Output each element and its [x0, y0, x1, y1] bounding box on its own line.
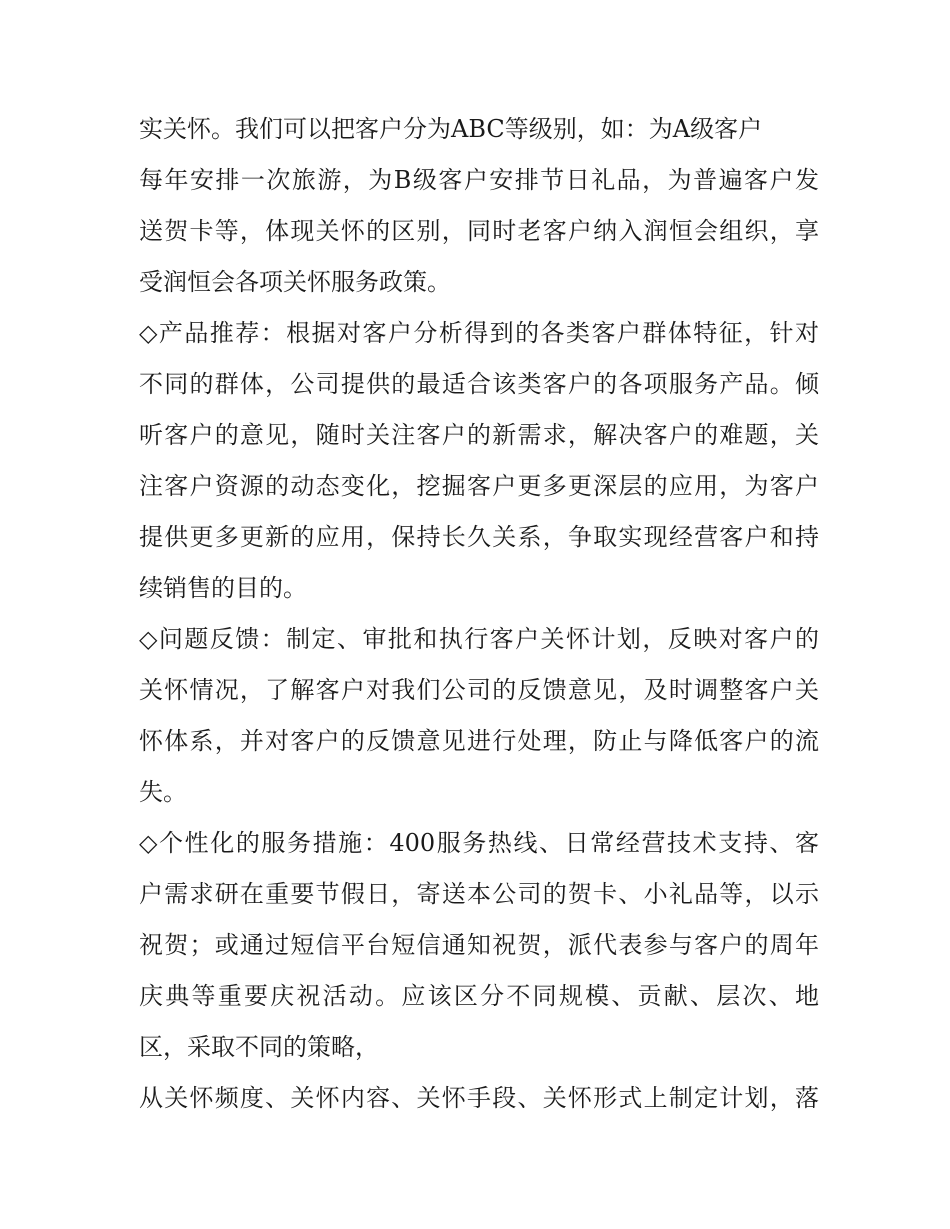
text-line: 庆典等重要庆祝活动。应该区分不同规模、贡献、层次、地 [139, 982, 819, 1010]
text-line: 不同的群体，公司提供的最适合该类客户的各项服务产品。倾 [139, 370, 819, 398]
text-line: 区，采取不同的策略， [139, 1033, 379, 1061]
text-line: 失。 [139, 778, 187, 806]
text-line: 关怀情况，了解客户对我们公司的反馈意见，及时调整客户关 [139, 676, 819, 704]
text-line: 祝贺；或通过短信平台短信通知祝贺，派代表参与客户的周年 [139, 931, 819, 959]
text-line: 实关怀。我们可以把客户分为ABC等级别，如：为A级客户 [139, 115, 763, 143]
text-line: ◇个性化的服务措施：400服务热线、日常经营技术支持、客 [139, 829, 819, 857]
text-line: 每年安排一次旅游，为B级客户安排节日礼品，为普遍客户发 [139, 166, 819, 194]
text-line: 户需求研在重要节假日，寄送本公司的贺卡、小礼品等，以示 [139, 880, 819, 908]
text-line: 从关怀频度、关怀内容、关怀手段、关怀形式上制定计划，落 [139, 1084, 819, 1112]
text-line: 提供更多更新的应用，保持长久关系，争取实现经营客户和持 [139, 523, 819, 551]
text-line: 续销售的目的。 [139, 574, 307, 602]
body-text [139, 104, 819, 1124]
text-line: ◇问题反馈：制定、审批和执行客户关怀计划，反映对客户的 [139, 625, 819, 653]
text-line: ◇产品推荐：根据对客户分析得到的各类客户群体特征，针对 [139, 319, 819, 347]
text-line: 怀体系，并对客户的反馈意见进行处理，防止与降低客户的流 [139, 727, 819, 755]
text-line: 送贺卡等，体现关怀的区别，同时老客户纳入润恒会组织，享 [139, 217, 819, 245]
text-line: 受润恒会各项关怀服务政策。 [139, 268, 451, 296]
text-line: 注客户资源的动态变化，挖掘客户更多更深层的应用，为客户 [139, 472, 819, 500]
text-line: 听客户的意见，随时关注客户的新需求，解决客户的难题，关 [139, 421, 819, 449]
